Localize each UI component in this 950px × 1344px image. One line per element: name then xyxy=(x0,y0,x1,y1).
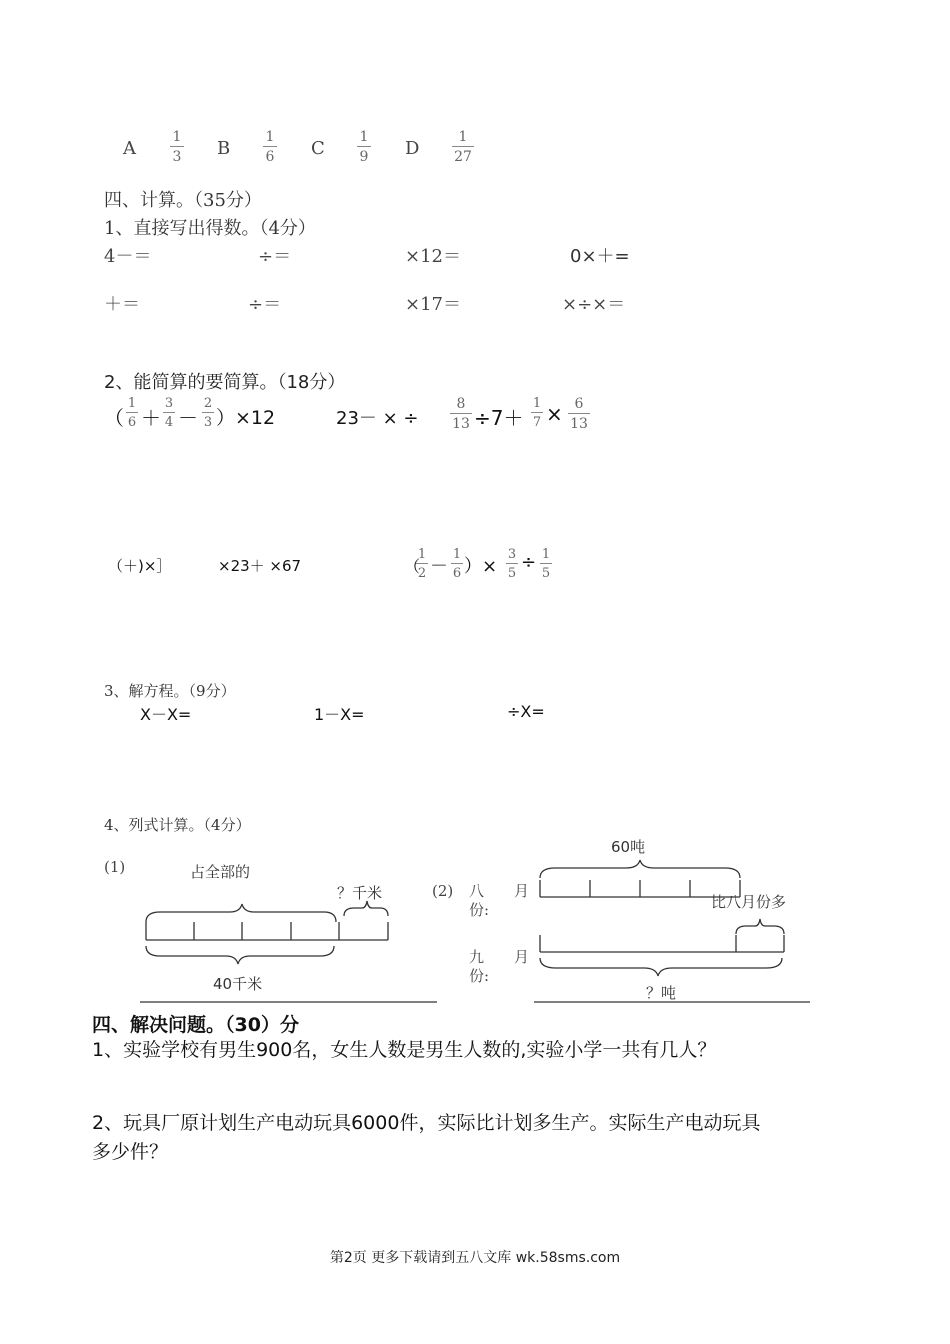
fraction: 1 7 xyxy=(532,396,542,430)
q2-title: 2、能简算的要简算。（18分） xyxy=(104,372,346,393)
q2-expression-4: （＋)×］ xyxy=(108,557,172,575)
diagram-number: (2) xyxy=(432,882,454,900)
minus-sign: － xyxy=(430,556,448,577)
fraction: 8 13 xyxy=(450,397,472,431)
fraction: 3 5 xyxy=(507,547,517,581)
q1-item: ÷＝ xyxy=(248,294,282,315)
q1-item: 4－＝ xyxy=(104,246,152,267)
times-sign: × xyxy=(546,402,563,426)
q1-title: 1、直接写出得数。（4分） xyxy=(104,218,316,239)
diagram-right-label: ？千米 xyxy=(337,884,383,902)
problem-2-line-1: 2、玩具厂原计划生产电动玩具6000件，实际比计划多生产。实际生产电动玩具 xyxy=(92,1112,761,1134)
q1-item: ÷＝ xyxy=(258,246,292,267)
problem-2-line-2: 多少件？ xyxy=(92,1141,169,1163)
september-label-c: 月 xyxy=(514,948,530,966)
august-label-c: 月 xyxy=(514,882,530,900)
diagram-number: (1) xyxy=(104,858,126,876)
page-footer: 第2页 更多下载请到五八文库 wk.58sms.com xyxy=(329,1250,621,1266)
q2-expression-2: 23－ × ÷ xyxy=(336,408,419,429)
september-label-a: 九 xyxy=(469,948,485,966)
q1-item: ×17＝ xyxy=(405,294,461,315)
fraction: 6 13 xyxy=(568,397,590,431)
fraction: 1 6 xyxy=(127,396,137,430)
choice-c-label: C xyxy=(311,138,325,159)
diagram-bottom-label: 40千米 xyxy=(213,975,263,993)
equation-3: ÷X= xyxy=(507,702,545,721)
expression-tail: ）×12 xyxy=(216,407,276,429)
choice-d-fraction: 1 27 xyxy=(452,130,474,164)
choice-b-fraction: 1 6 xyxy=(263,130,277,164)
equation-2: 1－X= xyxy=(314,705,365,724)
diagram-top-label: 占全部的 xyxy=(190,863,251,881)
choice-c-fraction: 1 9 xyxy=(357,130,371,164)
divide-sign: ÷ xyxy=(521,552,537,573)
choice-d-label: D xyxy=(405,138,420,159)
diagram-more-label: 比八月份多 xyxy=(711,893,787,911)
plus-sign: ＋ xyxy=(141,406,161,430)
section-4-title: 四、计算。（35分） xyxy=(104,190,262,211)
september-label-b: 份: xyxy=(469,967,490,985)
expression-mid: ÷7＋ xyxy=(474,406,524,430)
fraction: 1 5 xyxy=(541,547,551,581)
diagram-bottom-label: ？吨 xyxy=(646,984,677,1002)
fraction: 3 4 xyxy=(164,396,174,430)
q4-title: 4、列式计算。（4分） xyxy=(104,816,251,834)
section-5-title: 四、解决问题。（30）分 xyxy=(92,1014,299,1036)
choice-a-fraction: 1 3 xyxy=(170,130,184,164)
minus-sign: － xyxy=(178,406,198,430)
q1-item: ×÷×＝ xyxy=(562,294,626,315)
open-paren: （ xyxy=(104,406,124,430)
q1-item: ×12＝ xyxy=(405,246,461,267)
august-label-a: 八 xyxy=(469,882,485,900)
expression-mid: ）× xyxy=(464,556,498,577)
diagram-top-label: 60吨 xyxy=(611,838,646,856)
q2-expression-5: ×23＋ ×67 xyxy=(218,557,302,575)
choice-b-label: B xyxy=(217,138,231,159)
choice-a-label: A xyxy=(123,138,136,159)
august-label-b: 份: xyxy=(469,901,490,919)
q1-item: 0×＋= xyxy=(570,246,630,267)
fraction: 1 6 xyxy=(452,547,462,581)
fraction: 1 2 xyxy=(417,547,427,581)
fraction: 2 3 xyxy=(203,396,213,430)
open-paren: （ xyxy=(404,557,421,576)
q1-item: ＋＝ xyxy=(104,294,140,315)
equation-1: X－X= xyxy=(140,705,192,724)
problem-1: 1、实验学校有男生900名，女生人数是男生人数的,实验小学一共有几人？ xyxy=(92,1039,717,1061)
q3-title: 3、解方程。（9分） xyxy=(104,682,236,700)
